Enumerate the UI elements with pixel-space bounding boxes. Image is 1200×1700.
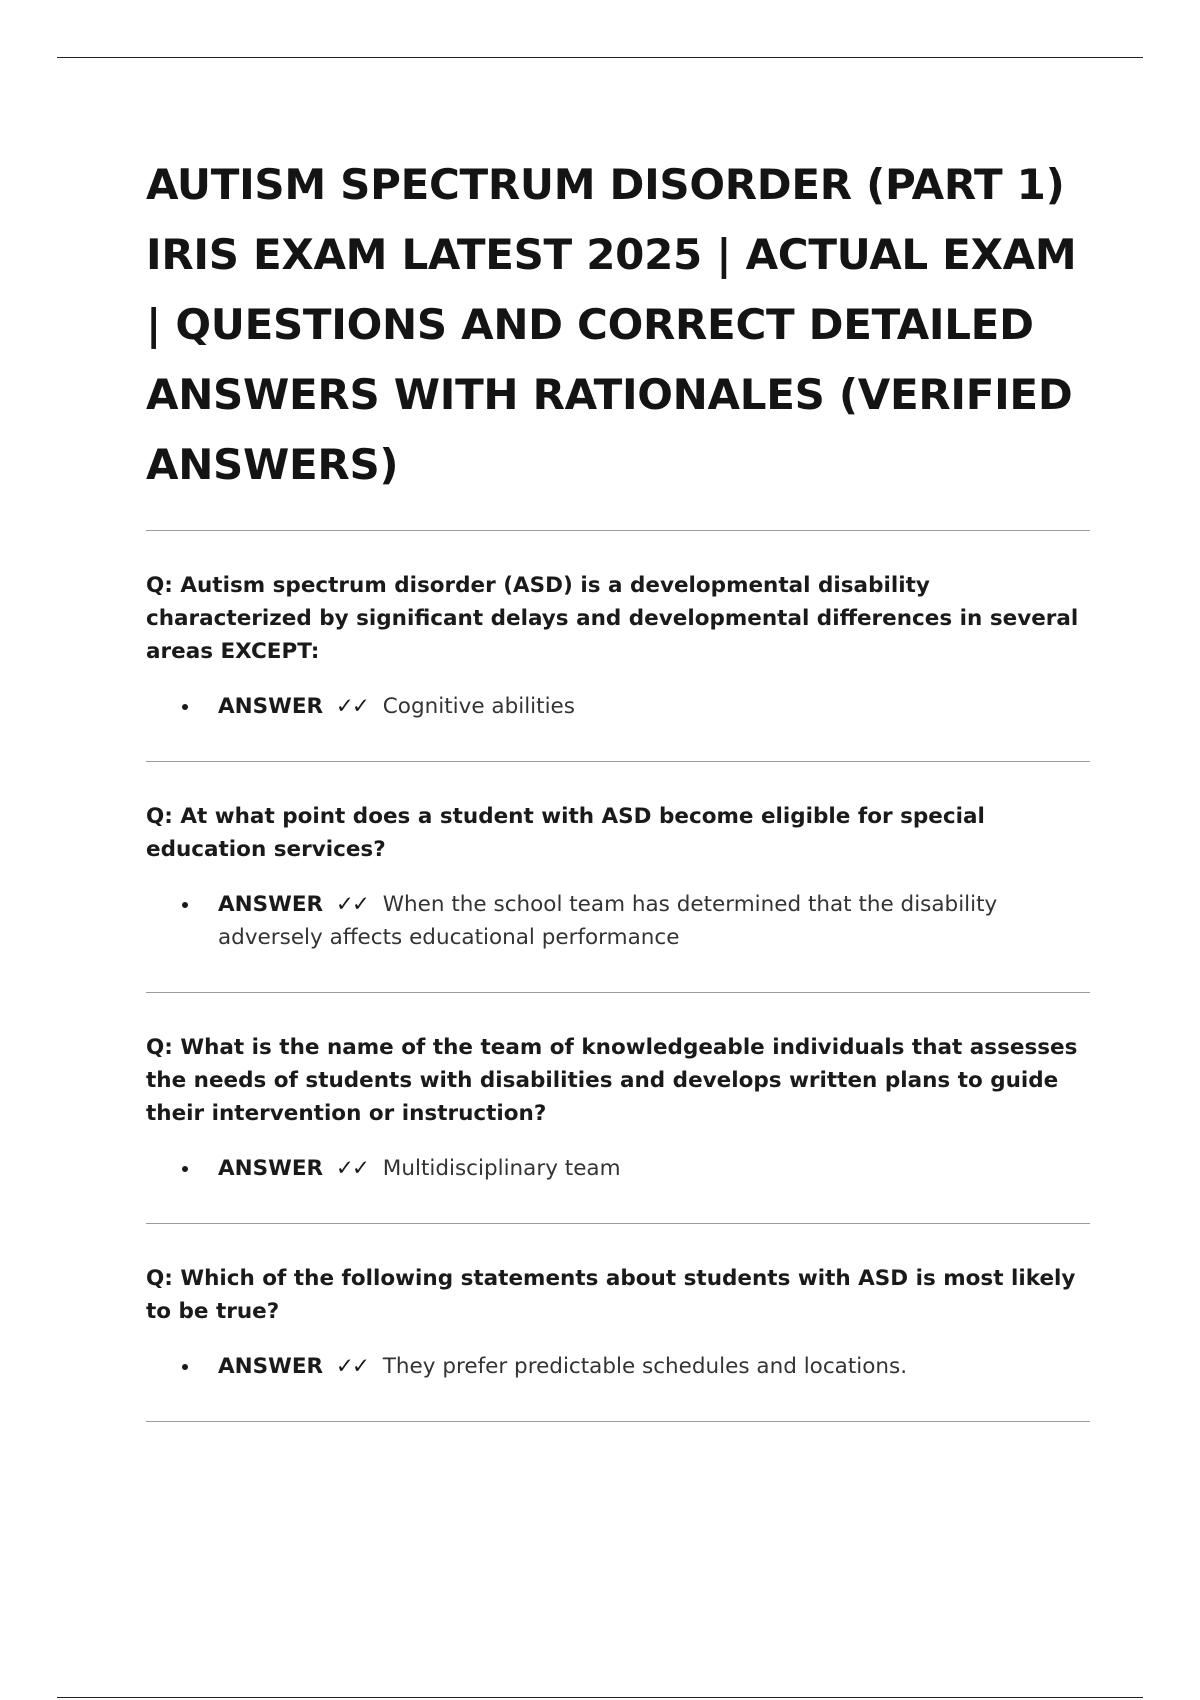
double-check-icon: ✓✓ — [335, 694, 368, 719]
qa-item-1 — [146, 531, 1090, 761]
document-content — [146, 150, 1090, 1422]
question-text: Q: Which of the following statements about students with ASD is most likely to be true? — [146, 1266, 1076, 1324]
bullet-icon — [182, 902, 188, 908]
answer-label: ANSWER — [218, 1156, 324, 1181]
page-top-rule — [57, 57, 1143, 58]
document-title: AUTISM SPECTRUM DISORDER (PART 1) IRIS EXAM LATEST 2025 | ACTUAL EXAM | QUESTIONS AND CORRECT DETAILED ANSWERS WITH RATIONALES (VERIFIED ANSWERS) — [146, 160, 1077, 489]
question-text: Q: What is the name of the team of knowledgeable individuals that assesses the needs of students with disabilities and develops written plans to guide their intervention or instruction? — [146, 1035, 1078, 1126]
answer-label: ANSWER — [218, 694, 324, 719]
answer-item — [218, 690, 1090, 723]
double-check-icon: ✓✓ — [335, 1156, 368, 1181]
answer-item — [218, 1152, 1090, 1185]
answer-label: ANSWER — [218, 892, 324, 917]
page-bottom-rule — [57, 1697, 1143, 1698]
answer-list — [146, 690, 1090, 723]
answer-item — [218, 1350, 1090, 1383]
answer-list — [146, 1152, 1090, 1185]
answer-text: Cognitive abilities — [382, 694, 575, 719]
bullet-icon — [182, 704, 188, 710]
double-check-icon: ✓✓ — [335, 1354, 368, 1379]
section-divider — [146, 1421, 1090, 1422]
answer-text: They prefer predictable schedules and locations. — [382, 1354, 908, 1379]
bullet-icon — [182, 1166, 188, 1172]
double-check-icon: ✓✓ — [335, 892, 368, 917]
question-text: Q: At what point does a student with ASD become eligible for special education services? — [146, 804, 985, 862]
answer-list — [146, 888, 1090, 954]
answer-label: ANSWER — [218, 1354, 324, 1379]
qa-item-3 — [146, 993, 1090, 1223]
qa-item-4 — [146, 1224, 1090, 1421]
qa-item-2 — [146, 762, 1090, 992]
bullet-icon — [182, 1364, 188, 1370]
question-text: Q: Autism spectrum disorder (ASD) is a developmental disability characterized by significant delays and developmental differences in several areas EXCEPT: — [146, 573, 1079, 664]
answer-item — [218, 888, 1090, 954]
answer-text: When the school team has determined that the disability adversely affects educational performance — [218, 892, 998, 950]
answer-text: Multidisciplinary team — [382, 1156, 621, 1181]
answer-list — [146, 1350, 1090, 1383]
